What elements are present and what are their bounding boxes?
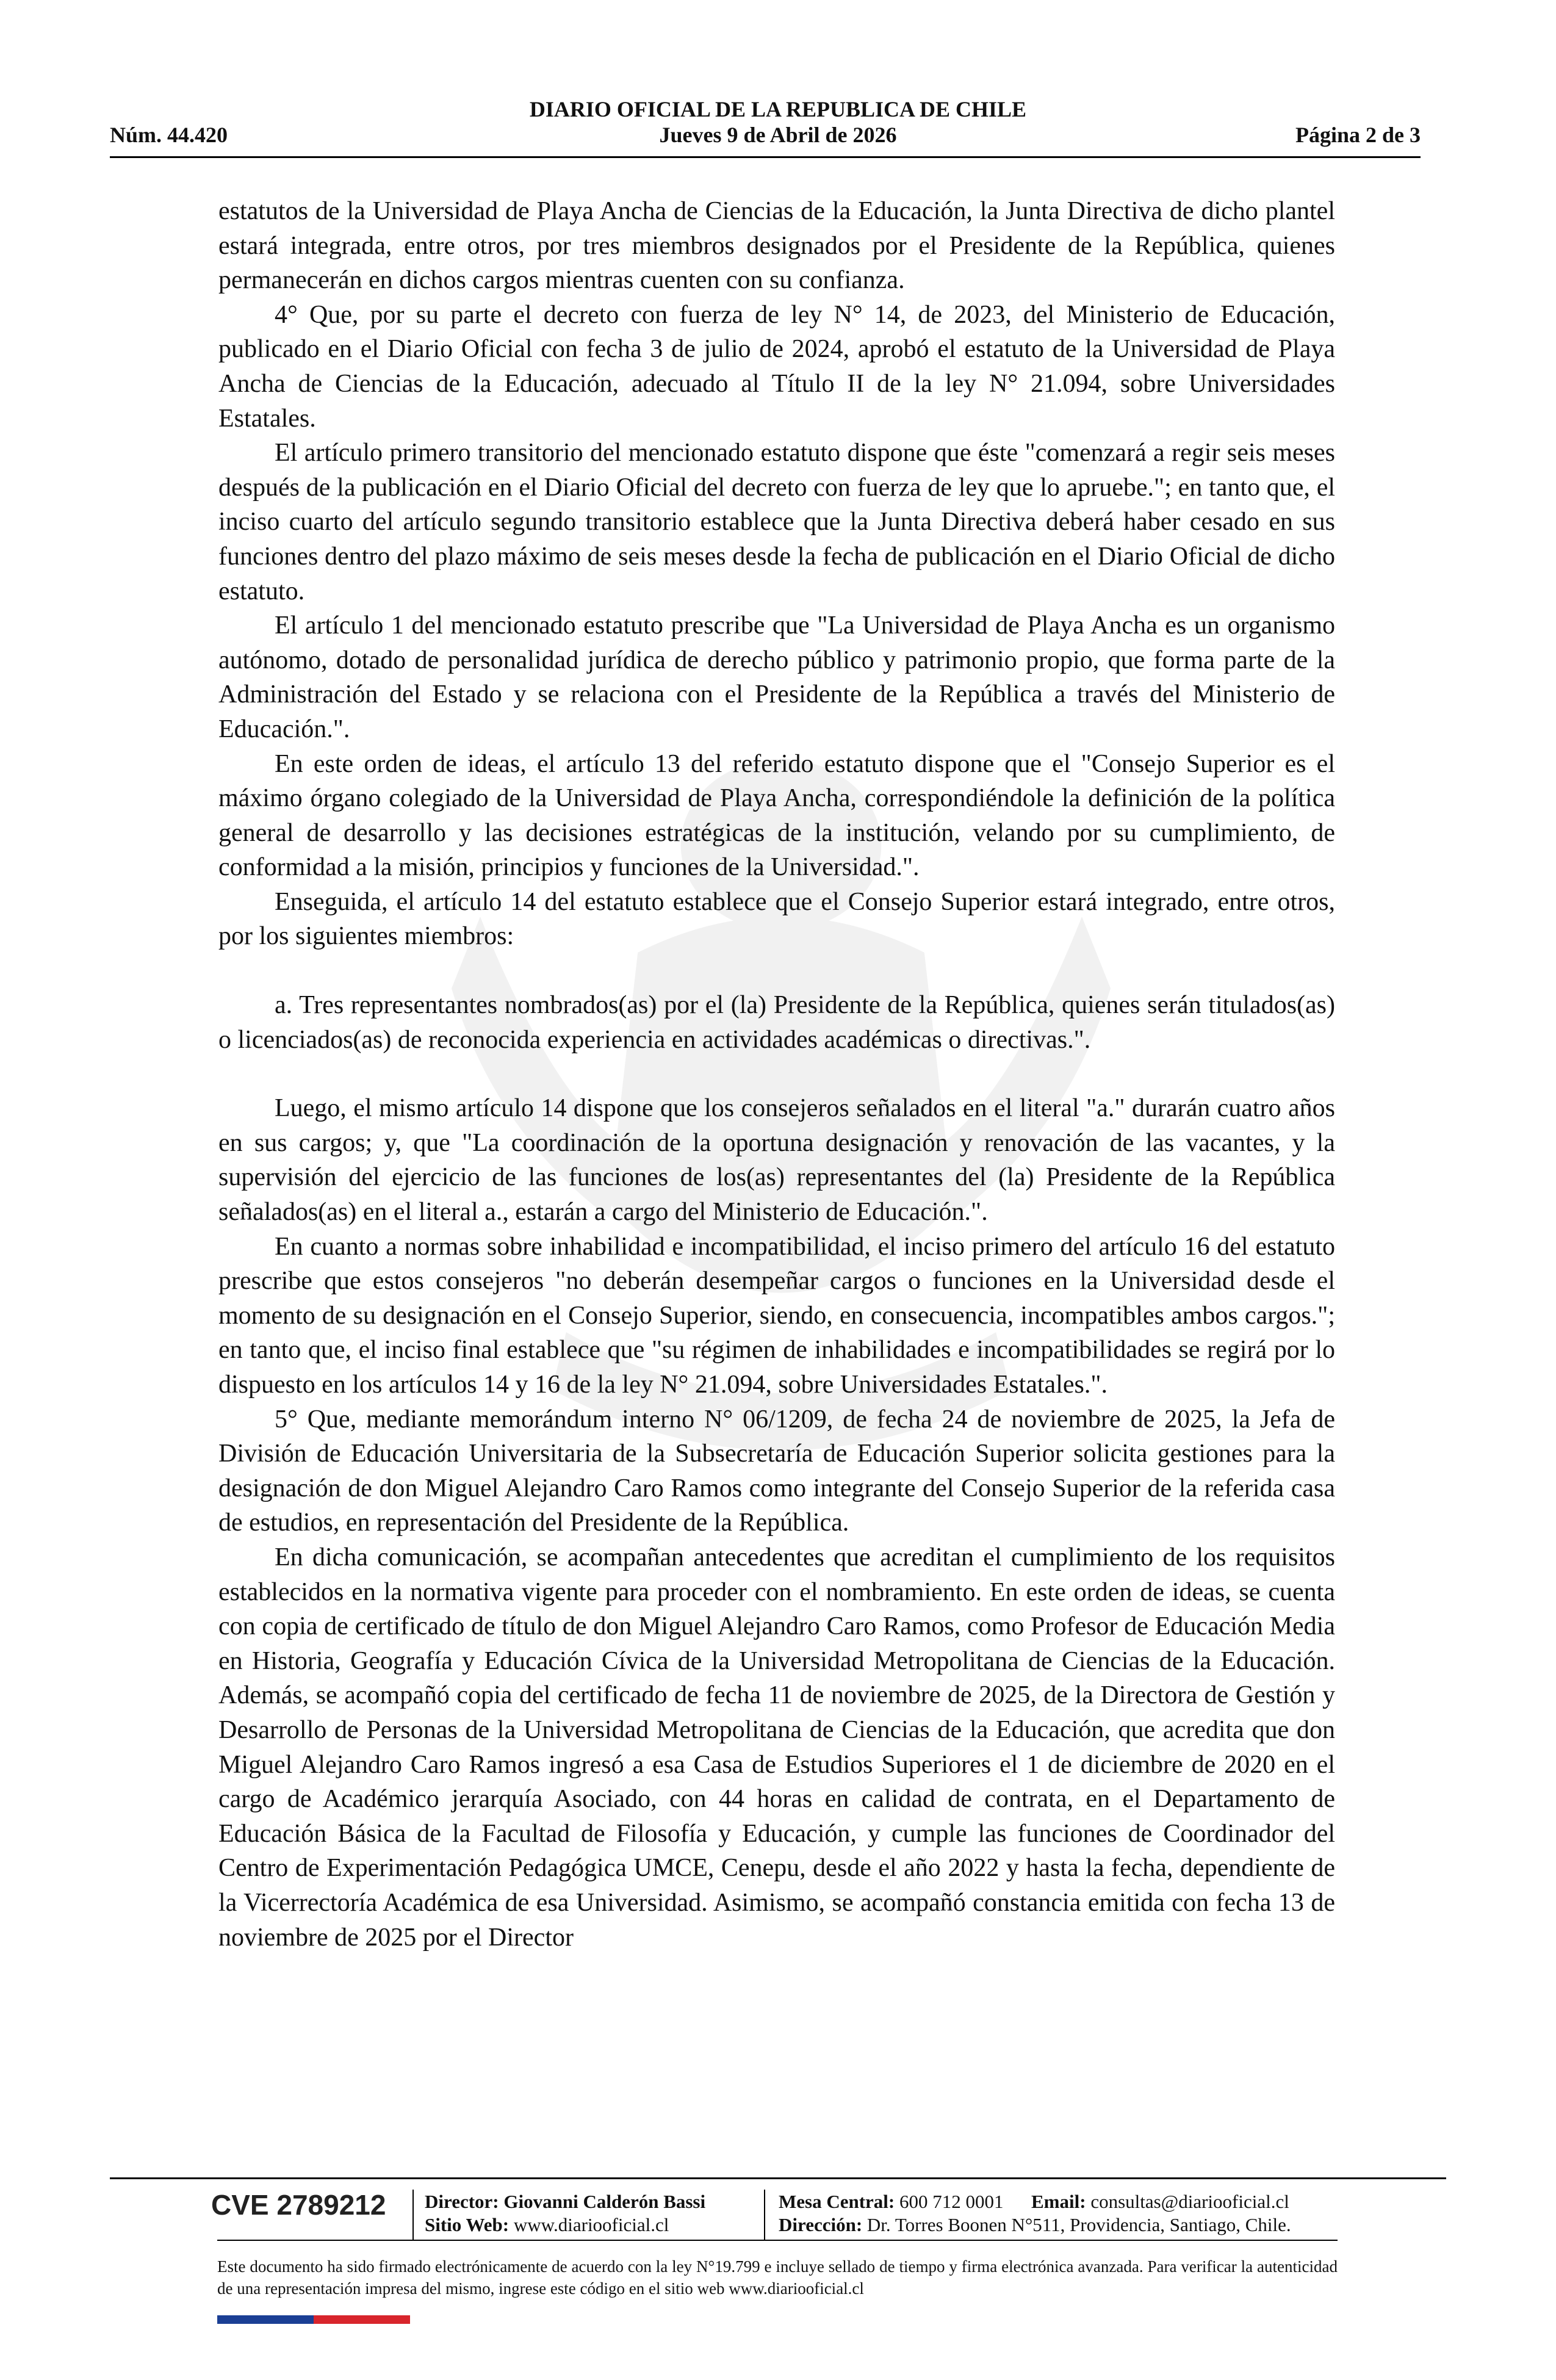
article-body <box>218 194 1335 1955</box>
email-link[interactable]: consultas@diariooficial.cl <box>1090 2191 1289 2212</box>
issue-date: Jueves 9 de Abril de 2026 <box>659 123 897 147</box>
quoted-list-item: a. Tres representantes nombrados(as) por el (la) Presidente de la República, quienes serán titulados(as) o licenciados(as) de reconocida experiencia en actividades académicas o directivas.". <box>218 991 1335 1054</box>
paragraph: estatutos de la Universidad de Playa Ancha de Ciencias de la Educación, la Junta Directiva de dicho plantel estará integrada, entre otros, por tres miembros designados por el Presidente de la República, quienes permanecerán en dichos cargos mientras cuenten con su confianza. <box>218 197 1335 295</box>
website-link[interactable]: www.diariooficial.cl <box>513 2214 669 2235</box>
page-header <box>0 92 1556 159</box>
website-label: Sitio Web: <box>425 2214 510 2235</box>
paragraph: El artículo primero transitorio del mencionado estatuto dispone que éste "comenzará a regir seis meses después de la publicación en el Diario Oficial del decreto con fuerza de ley que lo apruebe."; en tanto que, el inciso cuarto del artículo segundo transitorio establece que la Junta Directiva deberá haber cesado en sus funciones dentro del plazo máximo de seis meses desde la fecha de publicación en el Diario Oficial de dicho estatuto. <box>218 439 1335 605</box>
footer-divider-secondary <box>217 2240 1338 2241</box>
phone-label: Mesa Central: <box>779 2191 895 2212</box>
address-value: Dr. Torres Boonen N°511, Providencia, Santiago, Chile. <box>866 2214 1291 2235</box>
email-label: Email: <box>1031 2191 1086 2212</box>
director-label: Director: <box>425 2191 499 2212</box>
newspaper-title: DIARIO OFICIAL DE LA REPUBLICA DE CHILE <box>529 97 1027 121</box>
page-number: Página 2 de 3 <box>1295 123 1421 147</box>
footer-separator <box>764 2190 765 2241</box>
phone-value: 600 712 0001 <box>899 2191 1004 2212</box>
website-line <box>425 2214 669 2236</box>
footer-divider <box>110 2177 1446 2179</box>
paragraph: Enseguida, el artículo 14 del estatuto establece que el Consejo Superior estará integrado, entre otros, por los siguientes miembros: <box>218 887 1335 951</box>
address-line <box>779 2214 1291 2236</box>
paragraph: El artículo 1 del mencionado estatuto prescribe que "La Universidad de Playa Ancha es un organismo autónomo, dotado de personalidad jurídica de derecho público y patrimonio propio, que forma parte de la Administración del Estado y se relaciona con el Presidente de la República a través del Ministerio de Educación.". <box>218 611 1335 743</box>
paragraph: En cuanto a normas sobre inhabilidad e incompatibilidad, el inciso primero del artículo 16 del estatuto prescribe que estos consejeros "no deberán desempeñar cargos o funciones en la Universidad desde el momento de su designación en el Consejo Superior, siendo, en consecuencia, incompatibles ambos cargos."; en tanto que, el inciso final establece que "su régimen de inhabilidades e incompatibilidades se regirá por lo dispuesto en los artículos 14 y 16 de la ley N° 21.094, sobre Universidades Estatales.". <box>218 1232 1335 1399</box>
signature-notice: Este documento ha sido firmado electrónicamente de acuerdo con la ley N°19.799 e incluye sellado de tiempo y firma electrónica avanzada. Para verificar la autenticidad de una representación impresa del mismo, ingrese este código en el sitio web www.diariooficial.cl <box>217 2257 1338 2298</box>
paragraph: En este orden de ideas, el artículo 13 del referido estatuto dispone que el "Consejo Superior es el máximo órgano colegiado de la Universidad de Playa Ancha, correspondiéndole la definición de la política general de desarrollo y las decisiones estratégicas de la institución, velando por su cumplimiento, de conformidad a la misión, principios y funciones de la Universidad.". <box>218 749 1335 882</box>
address-label: Dirección: <box>779 2214 863 2235</box>
flag-bar-red <box>314 2315 410 2324</box>
flag-bar-blue <box>217 2315 314 2324</box>
contact-line <box>779 2191 1289 2213</box>
issue-number: Núm. 44.420 <box>110 123 228 147</box>
footer-separator <box>412 2190 414 2241</box>
director-name: Giovanni Calderón Bassi <box>503 2191 706 2212</box>
header-divider <box>110 156 1421 158</box>
paragraph: En dicha comunicación, se acompañan antecedentes que acreditan el cumplimiento de los requisitos establecidos en la normativa vigente para proceder con el nombramiento. En este orden de ideas, se cuenta con copia de certificado de título de don Miguel Alejandro Caro Ramos, como Profesor de Educación Media en Historia, Geografía y Educación Cívica de la Universidad Metropolitana de Ciencias de la Educación. Además, se acompañó copia del certificado de fecha 11 de noviembre de 2025, de la Directora de Gestión y Desarrollo de Personas de la Universidad Metropolitana de Ciencias de la Educación, que acredita que don Miguel Alejandro Caro Ramos ingresó a esa Casa de Estudios Superiores el 1 de diciembre de 2020 en el cargo de Académico jerarquía Asociado, con 44 horas en calidad de contrata, en el Departamento de Educación Básica de la Facultad de Filosofía y Educación, y cumple las funciones de Coordinador del Centro de Experimentación Pedagógica UMCE, Cenepu, desde el año 2022 y hasta la fecha, dependiente de la Vicerrectoría Académica de esa Universidad. Asimismo, se acompañó constancia emitida con fecha 13 de noviembre de 2025 por el Director <box>218 1543 1335 1952</box>
paragraph: Luego, el mismo artículo 14 dispone que los consejeros señalados en el literal "a." durarán cuatro años en sus cargos; y, que "La coordinación de la oportuna designación y renovación de las vacantes, y la supervisión del ejercicio de las funciones de los(as) representantes del (la) Presidente de la República señalados(as) en el literal a., estarán a cargo del Ministerio de Educación.". <box>218 1094 1335 1227</box>
director-line <box>425 2191 705 2213</box>
paragraph: 4° Que, por su parte el decreto con fuerza de ley N° 14, de 2023, del Ministerio de Educación, publicado en el Diario Oficial con fecha 3 de julio de 2024, aprobó el estatuto de la Universidad de Playa Ancha de Ciencias de la Educación, adecuado al Título II de la ley N° 21.094, sobre Universidades Estatales. <box>218 300 1335 433</box>
cve-code: CVE 2789212 <box>211 2189 386 2221</box>
paragraph: 5° Que, mediante memorándum interno N° 06/1209, de fecha 24 de noviembre de 2025, la Jefa de División de Educación Universitaria de la Subsecretaría de Educación Superior solicita gestiones para la designación de don Miguel Alejandro Caro Ramos como integrante del Consejo Superior de la referida casa de estudios, en representación del Presidente de la República. <box>218 1405 1335 1537</box>
